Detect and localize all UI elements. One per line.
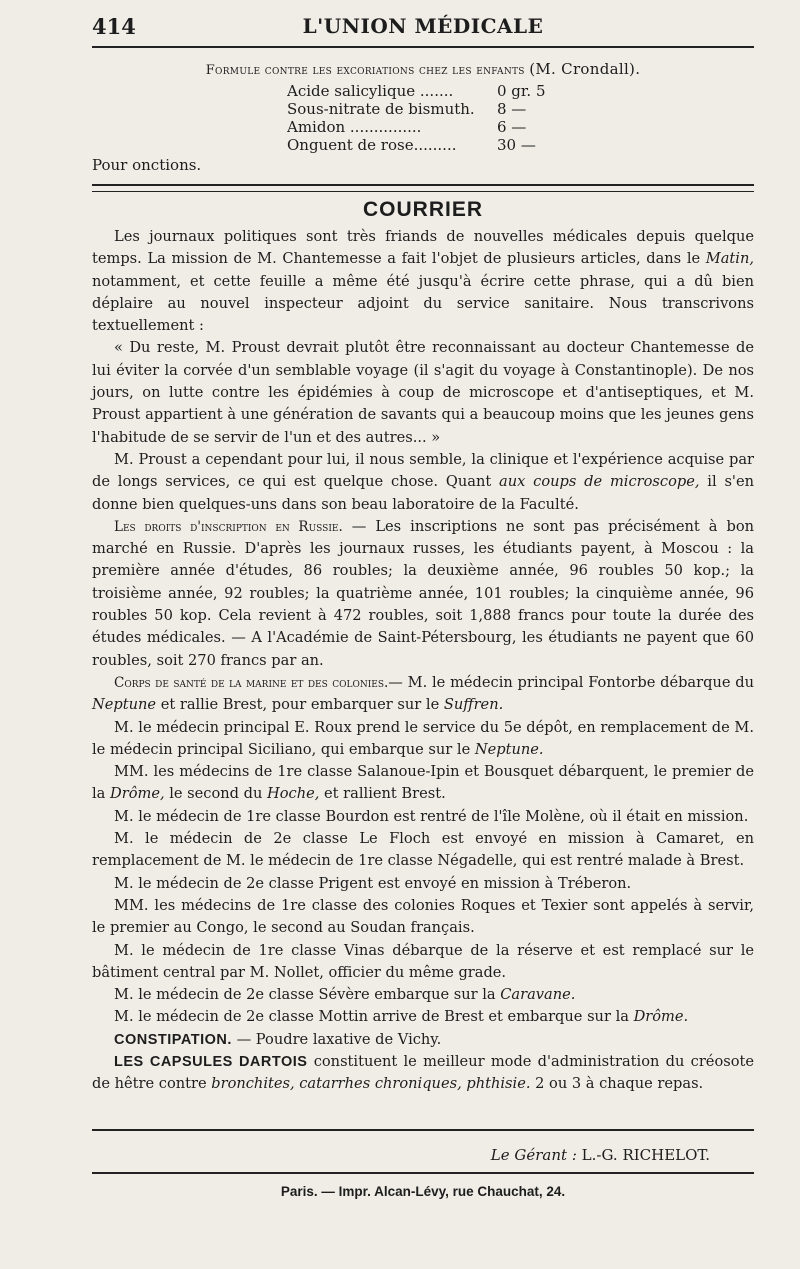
paragraph [92,226,754,337]
paragraph: M. le médecin de 2e classe Le Floch est envoyé en mission à Camaret, en remplacement de M. le médecin de 1re classe Négadelle, qui est rentré malade à Brest. [92,830,754,870]
text-run: le second du [164,785,268,803]
paragraph [92,449,754,516]
paragraph: « Du reste, M. Proust devrait plutôt être reconnaissant au docteur Chantemesse de lui éviter la corvée d'un semblable voyage (il s'agit du voyage à Constantinople). De nos jours, on lutte contre les épidémies à coup de microscope et d'antiseptiques, et M. Proust appartient à une génération de savants qui a beaucoup moins que les jeunes gens l'habitude de se servir de l'un et des autres... » [92,339,754,446]
news-lead: Les droits d'inscription en Russie. [114,518,343,535]
imprint: Paris. — Impr. Alcan-Lévy, rue Chauchat, 24. [280,1184,566,1199]
text-run: et rallient Brest. [319,785,446,803]
article-body [92,226,754,1096]
running-title: L'UNION MÉDICALE [302,14,544,38]
text-run: M. le médecin de 2e classe Sévère embarque sur la [114,986,501,1004]
ingredient-row [287,82,754,100]
formula-block [92,60,754,174]
ingredient-name: Acide salicylique ....... [287,82,454,100]
text-run: — M. le médecin principal Fontorbe débarque du [388,673,754,691]
text-run: M. le médecin de 2e classe Mottin arrive de Brest et embarque sur la [114,1008,634,1026]
formula-author: (M. Crondall). [529,60,641,78]
italic-phrase: bronchites, catarrhes chroniques, phthisie. [211,1075,531,1093]
paragraph [92,672,754,717]
paragraph [92,717,754,762]
paragraph: M. le médecin de 1re classe Bourdon est rentré de l'île Molène, où il était en mission. [114,807,749,825]
paragraph: M. le médecin de 1re classe Vinas débarque de la réserve et est remplacé sur le bâtiment central par M. Nollet, officier du même grade. [92,941,754,981]
text-run: constituent le meilleur mode d'administration du créosote de hêtre contre [92,1052,755,1093]
ingredient-dose: 0 gr. 5 [497,82,546,100]
header-rule [92,46,754,48]
ad-lead: CONSTIPATION. [114,1031,232,1048]
imprint-rule [92,1172,754,1174]
signature-name: L.-G. RICHELOT. [581,1146,710,1164]
ship-name: Neptune [92,696,157,714]
ingredient-name: Amidon ............... [287,118,422,136]
text-run: M. Proust a cependant pour lui, il nous semble, la clinique et l'expérience acquise par de longs services, ce qui est quelque chose. Quant [92,450,754,491]
page-header [92,10,754,46]
advertisement [92,1029,754,1051]
text-run: 2 ou 3 à chaque repas. [530,1075,704,1093]
ingredient-row [287,136,754,154]
ship-name: Caravane. [500,986,576,1004]
ingredient-dose: 30 — [497,136,536,154]
advertisement [92,1051,754,1096]
ingredient-row [287,100,754,118]
ship-name: Drôme, [110,785,165,803]
signature-label: Le Gérant : [490,1146,577,1164]
paragraph [92,984,754,1006]
ship-name: Suffren. [443,696,504,714]
ad-lead: LES CAPSULES DARTOIS [114,1053,308,1070]
text-run: il s'en donne bien quelques-uns dans son beau laboratoire de la Faculté. [92,473,754,513]
ingredient-name: Sous-nitrate de bismuth. [287,100,475,118]
paragraph [92,761,754,806]
formula-title-text: Formule contre les excoriations chez les enfants [205,63,525,78]
text-run: Les journaux politiques sont très friands de nouvelles médicales depuis quelque temps. La mission de M. Chantemesse a fait l'objet de plusieurs articles, dans le [92,228,754,268]
signature [491,1146,710,1164]
text-run: notamment, et cette feuille a même été jusqu'à écrire cette phrase, qui a dû bien déplaire au nouvel inspecteur adjoint du service sanitaire. Nous transcrivons textuellement : [92,272,754,335]
ingredient-list [287,82,754,154]
text-run: M. le médecin principal E. Roux prend le service du 5e dépôt, en remplacement de M. le médecin principal Siciliano, qui embarque sur le [92,718,754,758]
paragraph: MM. les médecins de 1re classe des colonies Roques et Texier sont appelés à servir, le premier au Congo, le second au Soudan français. [92,896,754,937]
paragraph [92,516,754,672]
section-separator [92,184,754,192]
newspaper-title: Matin, [705,250,754,268]
text-run: MM. les médecins de 1re classe Salanoue-Ipin et Bousquet débarquent, le premier de la [92,763,754,803]
news-lead: Corps de santé de la marine et des colonies. [114,674,389,691]
ingredient-row [287,118,754,136]
formula-title [92,60,754,78]
ingredient-dose: 6 — [497,118,527,136]
ship-name: Hoche, [267,785,320,803]
footer-rule [92,1129,754,1131]
ingredient-name: Onguent de rose......... [287,136,457,154]
text-run: — Les inscriptions ne sont pas précisément à bon marché en Russie. D'après les journaux russes, les étudiants payent, à Moscou : la première année d'études, 86 roubles; la deuxième année, 96 roubles 50 kop.; la troisième année, 92 roubles; la quatrième année, 101 roubles; la cinquième année, 96 roubles 50 kop. Cela revient à 472 roubles, soit 1,888 francs pour toute la durée des études médicales. — A l'Académie de Saint-Pétersbourg, les étudiants ne payent que 60 roubles, soit 270 francs par an. [92,517,755,669]
paragraph: M. le médecin de 2e classe Prigent est envoyé en mission à Tréberon. [114,874,632,892]
ship-name: Drôme. [633,1008,689,1026]
paragraph [92,1006,754,1028]
text-run: — Poudre laxative de Vichy. [231,1030,442,1048]
ingredient-dose: 8 — [497,100,527,118]
italic-phrase: aux coups de microscope, [499,473,700,491]
formula-usage: Pour onctions. [92,156,202,174]
section-title: COURRIER [362,198,483,221]
page-number: 414 [92,14,136,39]
ship-name: Neptune. [474,740,544,758]
text-run: et rallie Brest, pour embarquer sur le [156,696,444,714]
